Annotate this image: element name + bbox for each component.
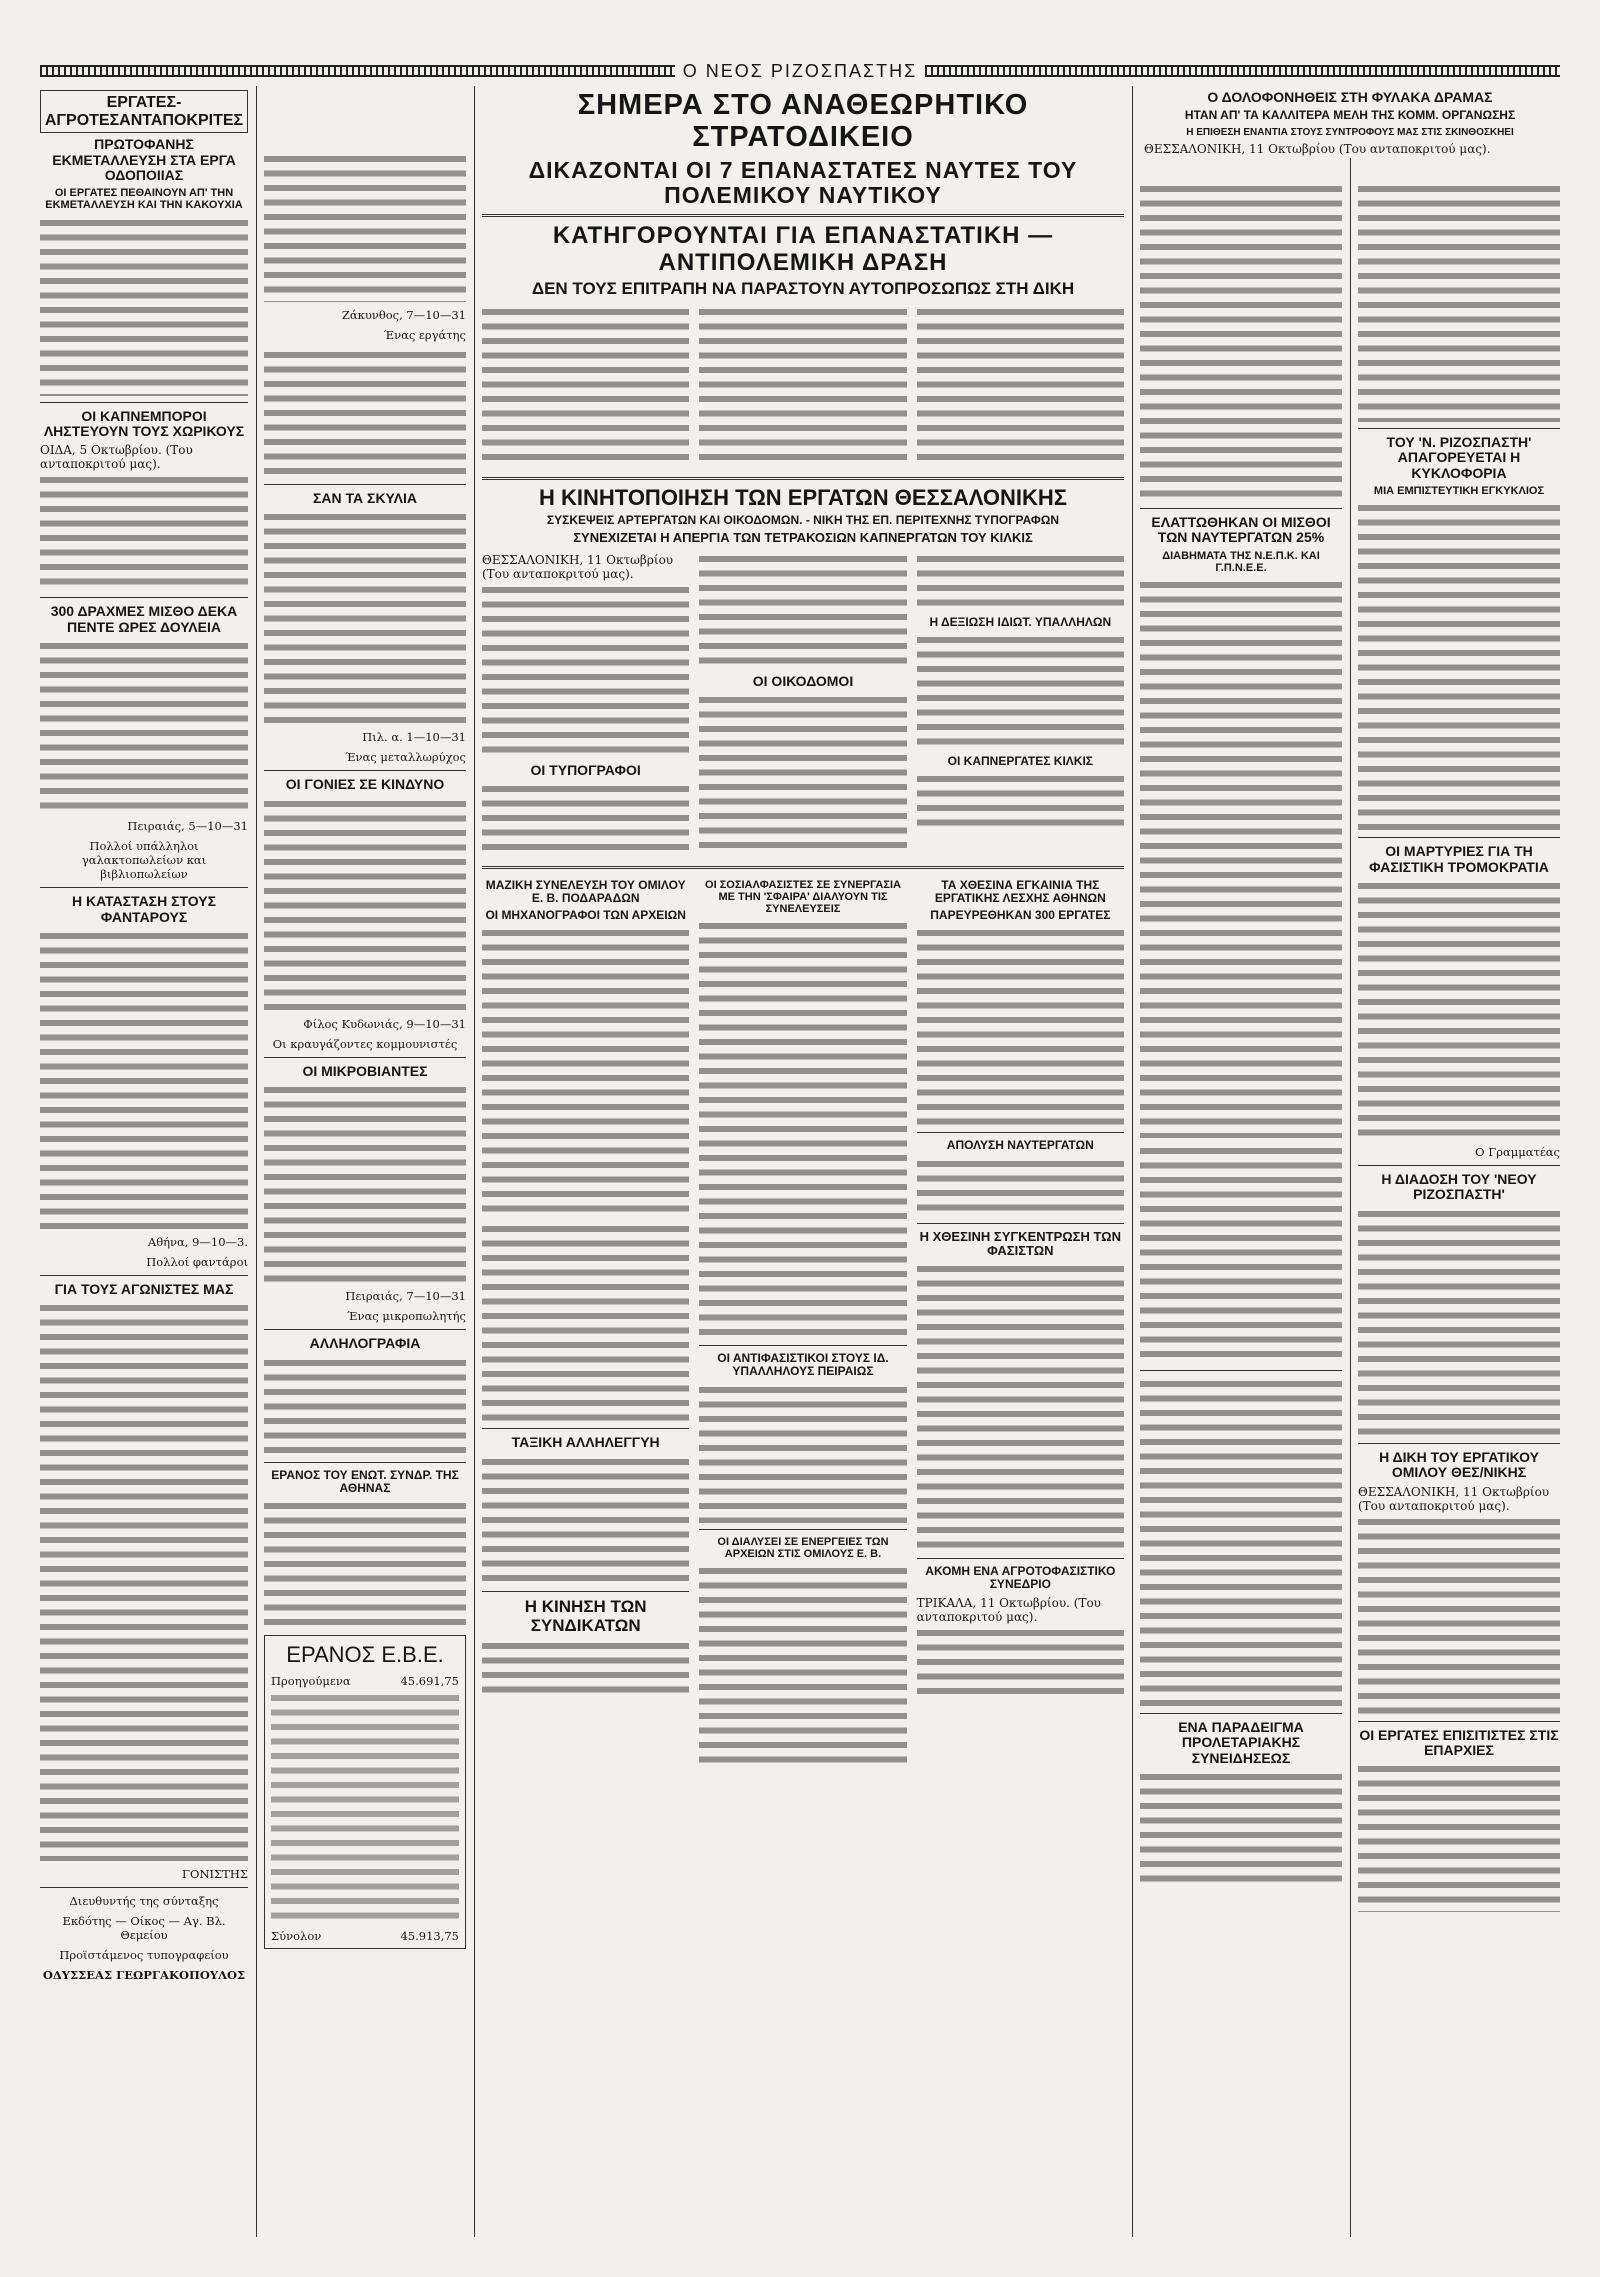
divider	[699, 1345, 906, 1346]
article-headline: ΕΡΑΝΟΣ ΤΟΥ ΕΝΩΤ. ΣΥΝΔΡ. ΤΗΣ ΑΘΗΝΑΣ	[271, 1467, 459, 1495]
divider	[40, 597, 248, 598]
place-date: Πιλ. α. 1—10—31	[362, 730, 466, 745]
masthead-rule-right	[925, 65, 1560, 77]
article-body	[264, 1356, 466, 1456]
dateline: ΟΙΔΑ, 5 Οκτωβρίου. (Του ανταποκριτού μας).	[40, 443, 193, 472]
article-headline: ΟΙ ΜΑΡΤΥΡΙΕΣ ΓΙΑ ΤΗ ΦΑΣΙΣΤΙΚΗ ΤΡΟΜΟΚΡΑΤΙΑ	[1369, 843, 1549, 875]
article-headline: ΤΑΞΙΚΗ ΑΛΛΗΛΕΓΓΥΗ	[511, 1434, 660, 1451]
column-6	[1358, 86, 1560, 2237]
article-body	[264, 510, 466, 724]
article-body	[917, 1262, 1124, 1552]
article-headline: ΟΙ ΚΑΠΝΕΜΠΟΡΟΙ ΛΗΣΤΕΥΟΥΝ ΤΟΥΣ ΧΩΡΙΚΟΥΣ	[43, 407, 245, 439]
article-body	[699, 305, 906, 465]
article-headline: ΟΙ ΜΙΚΡΟΒΙΑΝΤΕΣ	[302, 1062, 428, 1079]
article-headline: ΟΙ ΕΡΓΑΤΕΣ ΕΠΙΣΙΤΙΣΤΕΣ ΣΤΙΣ ΕΠΑΡΧΙΕΣ	[1359, 1726, 1559, 1758]
divider	[264, 1462, 466, 1463]
divider	[482, 1428, 689, 1429]
signature: Ο Γραμματέας	[1475, 1145, 1560, 1160]
place-date: Ζάκυνθος, 7—10—31	[341, 308, 466, 322]
article-body	[1358, 182, 1560, 422]
signature: Ένας μικροπωλητής	[347, 1309, 466, 1324]
signature: Ένας μεταλλωρύχος	[345, 750, 466, 765]
divider	[264, 770, 466, 771]
eranos-box	[264, 1635, 466, 1949]
dateline: ΤΡΙΚΑΛΑ, 11 Οκτωβρίου. (Του ανταποκριτού μας).	[916, 1595, 1101, 1624]
article-body	[917, 633, 1124, 749]
article-headline: ΑΛΛΗΛΟΓΡΑΦΙΑ	[309, 1335, 421, 1352]
signature: Οι κραυγάζοντες κομμουνιστές	[272, 1036, 458, 1051]
article-subheadline: Η ΕΠΙΘΕΣΗ ΕΝΑΝΤΙΑ ΣΤΟΥΣ ΣΥΝΤΡΟΦΟΥΣ ΜΑΣ ΣΤΙΣ ΣΚΙΝΘΟΣΚΗΕΙ	[1186, 126, 1514, 138]
imprint-line: ΟΔΥΣΣΕΑΣ ΓΕΩΡΓΑΚΟΠΟΥΛΟΣ	[42, 1968, 246, 1983]
divider	[1358, 1443, 1560, 1444]
main-subheadline: ΔΕΝ ΤΟΥΣ ΕΠΙΤΡΑΠΗ ΝΑ ΠΑΡΑΣΤΟΥΝ ΑΥΤΟΠΡΟΣΩΠΩΣ ΣΤΗ ΔΙΚΗ	[531, 279, 1075, 299]
dateline: ΘΕΣΣΑΛΟΝΙΚΗ, 11 Οκτωβρίου (Του ανταποκριτού μας).	[482, 552, 674, 581]
article-body	[917, 1626, 1124, 1698]
signature: ΓΟΝΙΣΤΗΣ	[182, 1867, 248, 1882]
lower-articles	[482, 875, 1124, 1770]
imprint-line: Εκδότης — Οίκος — Αγ. Βλ. Θεμείου	[62, 1914, 226, 1943]
article-body	[917, 1157, 1124, 1217]
divider	[482, 1591, 689, 1592]
mobilization-subheadline: ΣΥΣΚΕΨΕΙΣ ΑΡΤΕΡΓΑΤΩΝ ΚΑΙ ΟΙΚΟΔΟΜΩΝ. - ΝΙΚΗ ΤΗΣ ΕΠ. ΠΕΡΙΤΕΧΝΗΣ ΤΥΠΟΓΡΑΦΩΝ	[546, 513, 1060, 528]
article-body	[1358, 1207, 1560, 1437]
place-date: Πειραιάς, 7—10—31	[345, 1289, 466, 1304]
article-headline: ΟΙ ΔΙΑΛΥΣΕΙ ΣΕ ΕΝΕΡΓΕΙΕΣ ΤΩΝ ΑΡΧΕΙΩΝ ΣΤΙΣ ΟΜΙΛΟΥΣ Ε. Β.	[717, 1535, 889, 1560]
article-body	[699, 1383, 906, 1523]
right-top-article-header	[1140, 86, 1560, 158]
divider	[40, 1275, 248, 1276]
divider	[699, 1529, 906, 1530]
article-body	[264, 797, 466, 1011]
divider	[40, 1887, 248, 1888]
eranos-list	[271, 1691, 459, 1923]
newspaper-name: Ο ΝΕΟΣ ΡΙΖΟΣΠΑΣΤΗΣ	[682, 60, 918, 81]
article-headline: Η ΔΙΑΔΟΣΗ ΤΟΥ 'ΝΕΟΥ ΡΙΖΟΣΠΑΣΤΗ'	[1381, 1171, 1537, 1203]
article-body	[1358, 1762, 1560, 1912]
section-subhead: Η ΔΕΞΙΩΣΗ ΙΔΙΩΤ. ΥΠΑΛΛΗΛΩΝ	[929, 614, 1112, 629]
divider	[482, 214, 1124, 217]
article-body	[1140, 182, 1342, 502]
signature: Ένας εργάτης	[383, 328, 466, 342]
article-body	[482, 782, 689, 854]
eranos-title: ΕΡΑΝΟΣ Ε.Β.Ε.	[286, 1641, 444, 1667]
divider	[1140, 1370, 1342, 1371]
divider	[1358, 428, 1560, 429]
divider	[482, 866, 1124, 869]
imprint-line: Προϊστάμενος τυπογραφείου	[59, 1948, 229, 1963]
masthead	[40, 60, 1560, 82]
divider	[1140, 1713, 1342, 1714]
divider	[1358, 1165, 1560, 1166]
article-body	[482, 926, 689, 1216]
divider	[482, 477, 1124, 480]
main-headline: ΣΗΜΕΡΑ ΣΤΟ ΑΝΑΘΕΩΡΗΤΙΚΟ ΣΤΡΑΤΟΔΙΚΕΙΟ	[577, 89, 1029, 153]
article-body	[482, 305, 689, 465]
eranos-row	[271, 1674, 459, 1689]
article-headline: Η ΚΑΤΑΣΤΑΣΗ ΣΤΟΥΣ ΦΑΝΤΑΡΟΥΣ	[71, 893, 217, 925]
article-body	[40, 216, 248, 396]
section-subhead: ΟΙ ΤΥΠΟΓΡΑΦΟΙ	[530, 761, 641, 778]
column-rule	[1132, 86, 1133, 2237]
dateline: ΘΕΣΣΑΛΟΝΙΚΗ, 11 Οκτωβρίου (Του ανταποκριτού μας).	[1144, 141, 1491, 156]
article-body	[40, 929, 248, 1229]
article-body	[40, 473, 248, 591]
column-2	[264, 86, 466, 2237]
article-body	[264, 152, 466, 302]
article-subheadline: ΠΑΡΕΥΡΕΘΗΚΑΝ 300 ΕΡΓΑΤΕΣ	[930, 908, 1111, 923]
column-1	[40, 86, 248, 2237]
divider	[264, 484, 466, 485]
article-body	[264, 1499, 466, 1629]
article-headline: ΟΙ ΑΝΤΙΦΑΣΙΣΤΙΚΟΙ ΣΤΟΥΣ ΙΔ. ΥΠΑΛΛΗΛΟΥΣ ΠΕΙΡΑΙΩΣ	[717, 1351, 889, 1379]
article-headline: ΑΚΟΜΗ ΕΝΑ ΑΓΡΟΤΟΦΑΣΙΣΤΙΚΟ ΣΥΝΕΔΡΙΟ	[925, 1564, 1116, 1592]
place-date: Πειραιάς, 5—10—31	[127, 819, 248, 834]
article-body	[482, 1455, 689, 1585]
article-headline: ΕΛΑΤΤΩΘΗΚΑΝ ΟΙ ΜΙΣΘΟΙ ΤΩΝ ΝΑΥΤΕΡΓΑΤΩΝ 25%	[1151, 514, 1331, 546]
article-body	[699, 1564, 906, 1764]
article-headline: Η ΔΙΚΗ ΤΟΥ ΕΡΓΑΤΙΚΟΥ ΟΜΙΛΟΥ ΘΕΣ/ΝΙΚΗΣ	[1379, 1448, 1539, 1481]
place-date: Αθήνα, 9—10—3.	[147, 1234, 248, 1249]
imprint-line: Διευθυντής της σύνταξης	[69, 1894, 219, 1909]
article-body	[482, 1639, 689, 1699]
divider	[917, 1132, 1124, 1133]
article-body	[1358, 1515, 1560, 1715]
article-body	[482, 1222, 689, 1422]
article-headline: ΣΑΝ ΤΑ ΣΚΥΛΙΑ	[313, 490, 417, 506]
article-headline: Ο ΔΟΛΟΦΟΝΗΘΕΙΣ ΣΤΗ ΦΥΛΑΚΑ ΔΡΑΜΑΣ	[1207, 89, 1493, 105]
section-subhead: ΟΙ ΟΙΚΟΔΟΜΟΙ	[752, 672, 854, 689]
article-body	[1358, 501, 1560, 831]
signature: Φίλος Κυδωνιάς, 9—10—31	[303, 1016, 466, 1031]
article-headline: Η ΚΙΝΗΣΗ ΤΩΝ ΣΥΝΔΙΚΑΤΩΝ	[524, 1596, 647, 1635]
article-body	[699, 919, 906, 1339]
article-subheadline: ΗΤΑΝ ΑΠ' ΤΑ ΚΑΛΛΙΤΕΡΑ ΜΕΛΗ ΤΗΣ ΚΟΜΜ. ΟΡΓΑΝΩΣΗΣ	[1184, 108, 1516, 123]
article-headline: ΜΑΖΙΚΗ ΣΥΝΕΛΕΥΣΗ ΤΟΥ ΟΜΙΛΟΥ Ε. Β. ΠΟΔΑΡΑΔΩΝ	[485, 877, 686, 906]
article-body	[1140, 1770, 1342, 1890]
article-headline: ΠΡΩΤΟΦΑΝΗΣ ΕΚΜΕΤΑΛΛΕΥΣΗ ΣΤΑ ΕΡΓΑ ΟΔΟΠΟΙΙΑΣ	[52, 136, 236, 183]
article-body	[917, 305, 1124, 465]
eranos-label: Σύνολον	[271, 1928, 322, 1943]
column-rule	[1350, 86, 1351, 2237]
article-body	[1140, 1144, 1342, 1364]
signature: Πολλοί υπάλληλοι γαλακτοπωλείων και βιβλιοπωλείων	[81, 839, 207, 882]
article-body	[917, 552, 1124, 610]
signature: Πολλοί φαντάροι	[146, 1254, 248, 1269]
article-body	[917, 772, 1124, 830]
article-body	[264, 1083, 466, 1283]
center-block	[482, 86, 1124, 2237]
mobilization-body	[482, 550, 1124, 860]
lead-text	[482, 303, 1124, 471]
article-headline: 300 ΔΡΑΧΜΕΣ ΜΙΣΘΟ ΔΕΚΑ ΠΕΝΤΕ ΩΡΕΣ ΔΟΥΛΕΙΑ	[50, 603, 238, 635]
article-subheadline: ΜΙΑ ΕΜΠΙΣΤΕΥΤΙΚΗ ΕΓΚΥΚΛΙΟΣ	[1373, 485, 1545, 498]
divider	[40, 887, 248, 888]
article-headline: ΑΠΟΛΥΣΗ ΝΑΥΤΕΡΓΑΤΩΝ	[946, 1138, 1094, 1153]
article-body	[699, 552, 906, 668]
article-body	[1140, 578, 1342, 1138]
divider	[917, 1558, 1124, 1559]
divider	[1140, 508, 1342, 509]
mobilization-headline: Η ΚΙΝΗΤΟΠΟΙΗΣΗ ΤΩΝ ΕΡΓΑΤΩΝ ΘΕΣΣΑΛΟΝΙΚΗΣ	[539, 484, 1067, 510]
article-headline: ΤΟΥ 'Ν. ΡΙΖΟΣΠΑΣΤΗ' ΑΠΑΓΟΡΕΥΕΤΑΙ Η ΚΥΚΛΟΦΟΡΙΑ	[1386, 434, 1532, 481]
eranos-row	[271, 1929, 459, 1944]
eranos-amount: 45.913,75	[400, 1928, 459, 1943]
article-body	[1140, 1377, 1342, 1707]
main-headline: ΔΙΚΑΖΟΝΤΑΙ ΟΙ 7 ΕΠΑΝΑΣΤΑΤΕΣ ΝΑΥΤΕΣ ΤΟΥ ΠΟΛΕΜΙΚΟΥ ΝΑΥΤΙΚΟΥ	[528, 156, 1078, 209]
article-subheadline: ΟΙ ΜΗΧΑΝΟΓΡΑΦΟΙ ΤΩΝ ΑΡΧΕΙΩΝ	[485, 908, 686, 923]
eranos-label: Προηγούμενα	[271, 1673, 351, 1688]
divider	[264, 1057, 466, 1058]
main-headline: ΚΑΤΗΓΟΡΟΥΝΤΑΙ ΓΙΑ ΕΠΑΝΑΣΤΑΤΙΚΗ — ΑΝΤΙΠΟΛΕΜΙΚΗ ΔΡΑΣΗ	[552, 222, 1054, 276]
article-headline: ΟΙ ΓΟΝΙΕΣ ΣΕ ΚΙΝΔΥΝΟ	[285, 776, 445, 793]
article-body	[917, 926, 1124, 1126]
section-title: ΕΡΓΑΤΕΣ-ΑΓΡΟΤΕΣΑΝΤΑΠΟΚΡΙΤΕΣ	[40, 90, 248, 133]
article-body	[699, 693, 906, 853]
mobilization-subheadline: ΣΥΝΕΧΙΖΕΤΑΙ Η ΑΠΕΡΓΙΑ ΤΩΝ ΤΕΤΡΑΚΟΣΙΩΝ ΚΑΠΝΕΡΓΑΤΩΝ ΤΟΥ ΚΙΛΚΙΣ	[573, 530, 1033, 546]
article-headline: ΕΝΑ ΠΑΡΑΔΕΙΓΜΑ ΠΡΟΛΕΤΑΡΙΑΚΗΣ ΣΥΝΕΙΔΗΣΕΩΣ	[1178, 1718, 1304, 1766]
eranos-amount: 45.691,75	[400, 1673, 459, 1688]
column-rule	[256, 86, 257, 2237]
divider	[1358, 1721, 1560, 1722]
article-body	[264, 348, 466, 478]
dateline: ΘΕΣΣΑΛΟΝΙΚΗ, 11 Οκτωβρίου (Του ανταποκριτού μας).	[1358, 1484, 1550, 1513]
divider	[264, 1329, 466, 1330]
divider	[40, 402, 248, 403]
divider	[1358, 837, 1560, 838]
article-headline: ΤΑ ΧΘΕΣΙΝΑ ΕΓΚΑΙΝΙΑ ΤΗΣ ΕΡΓΑΤΙΚΗΣ ΛΕΣΧΗΣ ΑΘΗΝΩΝ	[934, 877, 1106, 906]
masthead-rule-left	[40, 65, 675, 77]
article-body	[482, 583, 689, 757]
column-5	[1140, 86, 1342, 2237]
article-body	[40, 639, 248, 813]
divider	[917, 1223, 1124, 1224]
section-subhead: ΟΙ ΚΑΠΝΕΡΓΑΤΕΣ ΚΙΛΚΙΣ	[947, 753, 1093, 768]
column-rule	[474, 86, 475, 2237]
article-subheadline: ΔΙΑΒΗΜΑΤΑ ΤΗΣ Ν.Ε.Π.Κ. ΚΑΙ Γ.Π.Ν.Ε.Ε.	[1162, 549, 1320, 574]
article-body	[1358, 879, 1560, 1139]
article-subheadline: ΟΙ ΕΡΓΑΤΕΣ ΠΕΘΑΙΝΟΥΝ ΑΠ' ΤΗΝ ΕΚΜΕΤΑΛΛΕΥΣΗ ΚΑΙ ΤΗΝ ΚΑΚΟΥΧΙΑ	[45, 187, 243, 212]
article-body	[40, 1301, 248, 1861]
article-headline: ΓΙΑ ΤΟΥΣ ΑΓΩΝΙΣΤΕΣ ΜΑΣ	[54, 1280, 234, 1297]
article-headline: Η ΧΘΕΣΙΝΗ ΣΥΓΚΕΝΤΡΩΣΗ ΤΩΝ ΦΑΣΙΣΤΩΝ	[919, 1228, 1121, 1258]
article-headline: ΟΙ ΣΟΣΙΑΛΦΑΣΙΣΤΕΣ ΣΕ ΣΥΝΕΡΓΑΣΙΑ ΜΕ ΤΗΝ 'ΣΦΑΙΡΑ' ΔΙΑΛΥΟΥΝ ΤΙΣ ΣΥΝΕΛΕΥΣΕΙΣ	[705, 878, 901, 916]
